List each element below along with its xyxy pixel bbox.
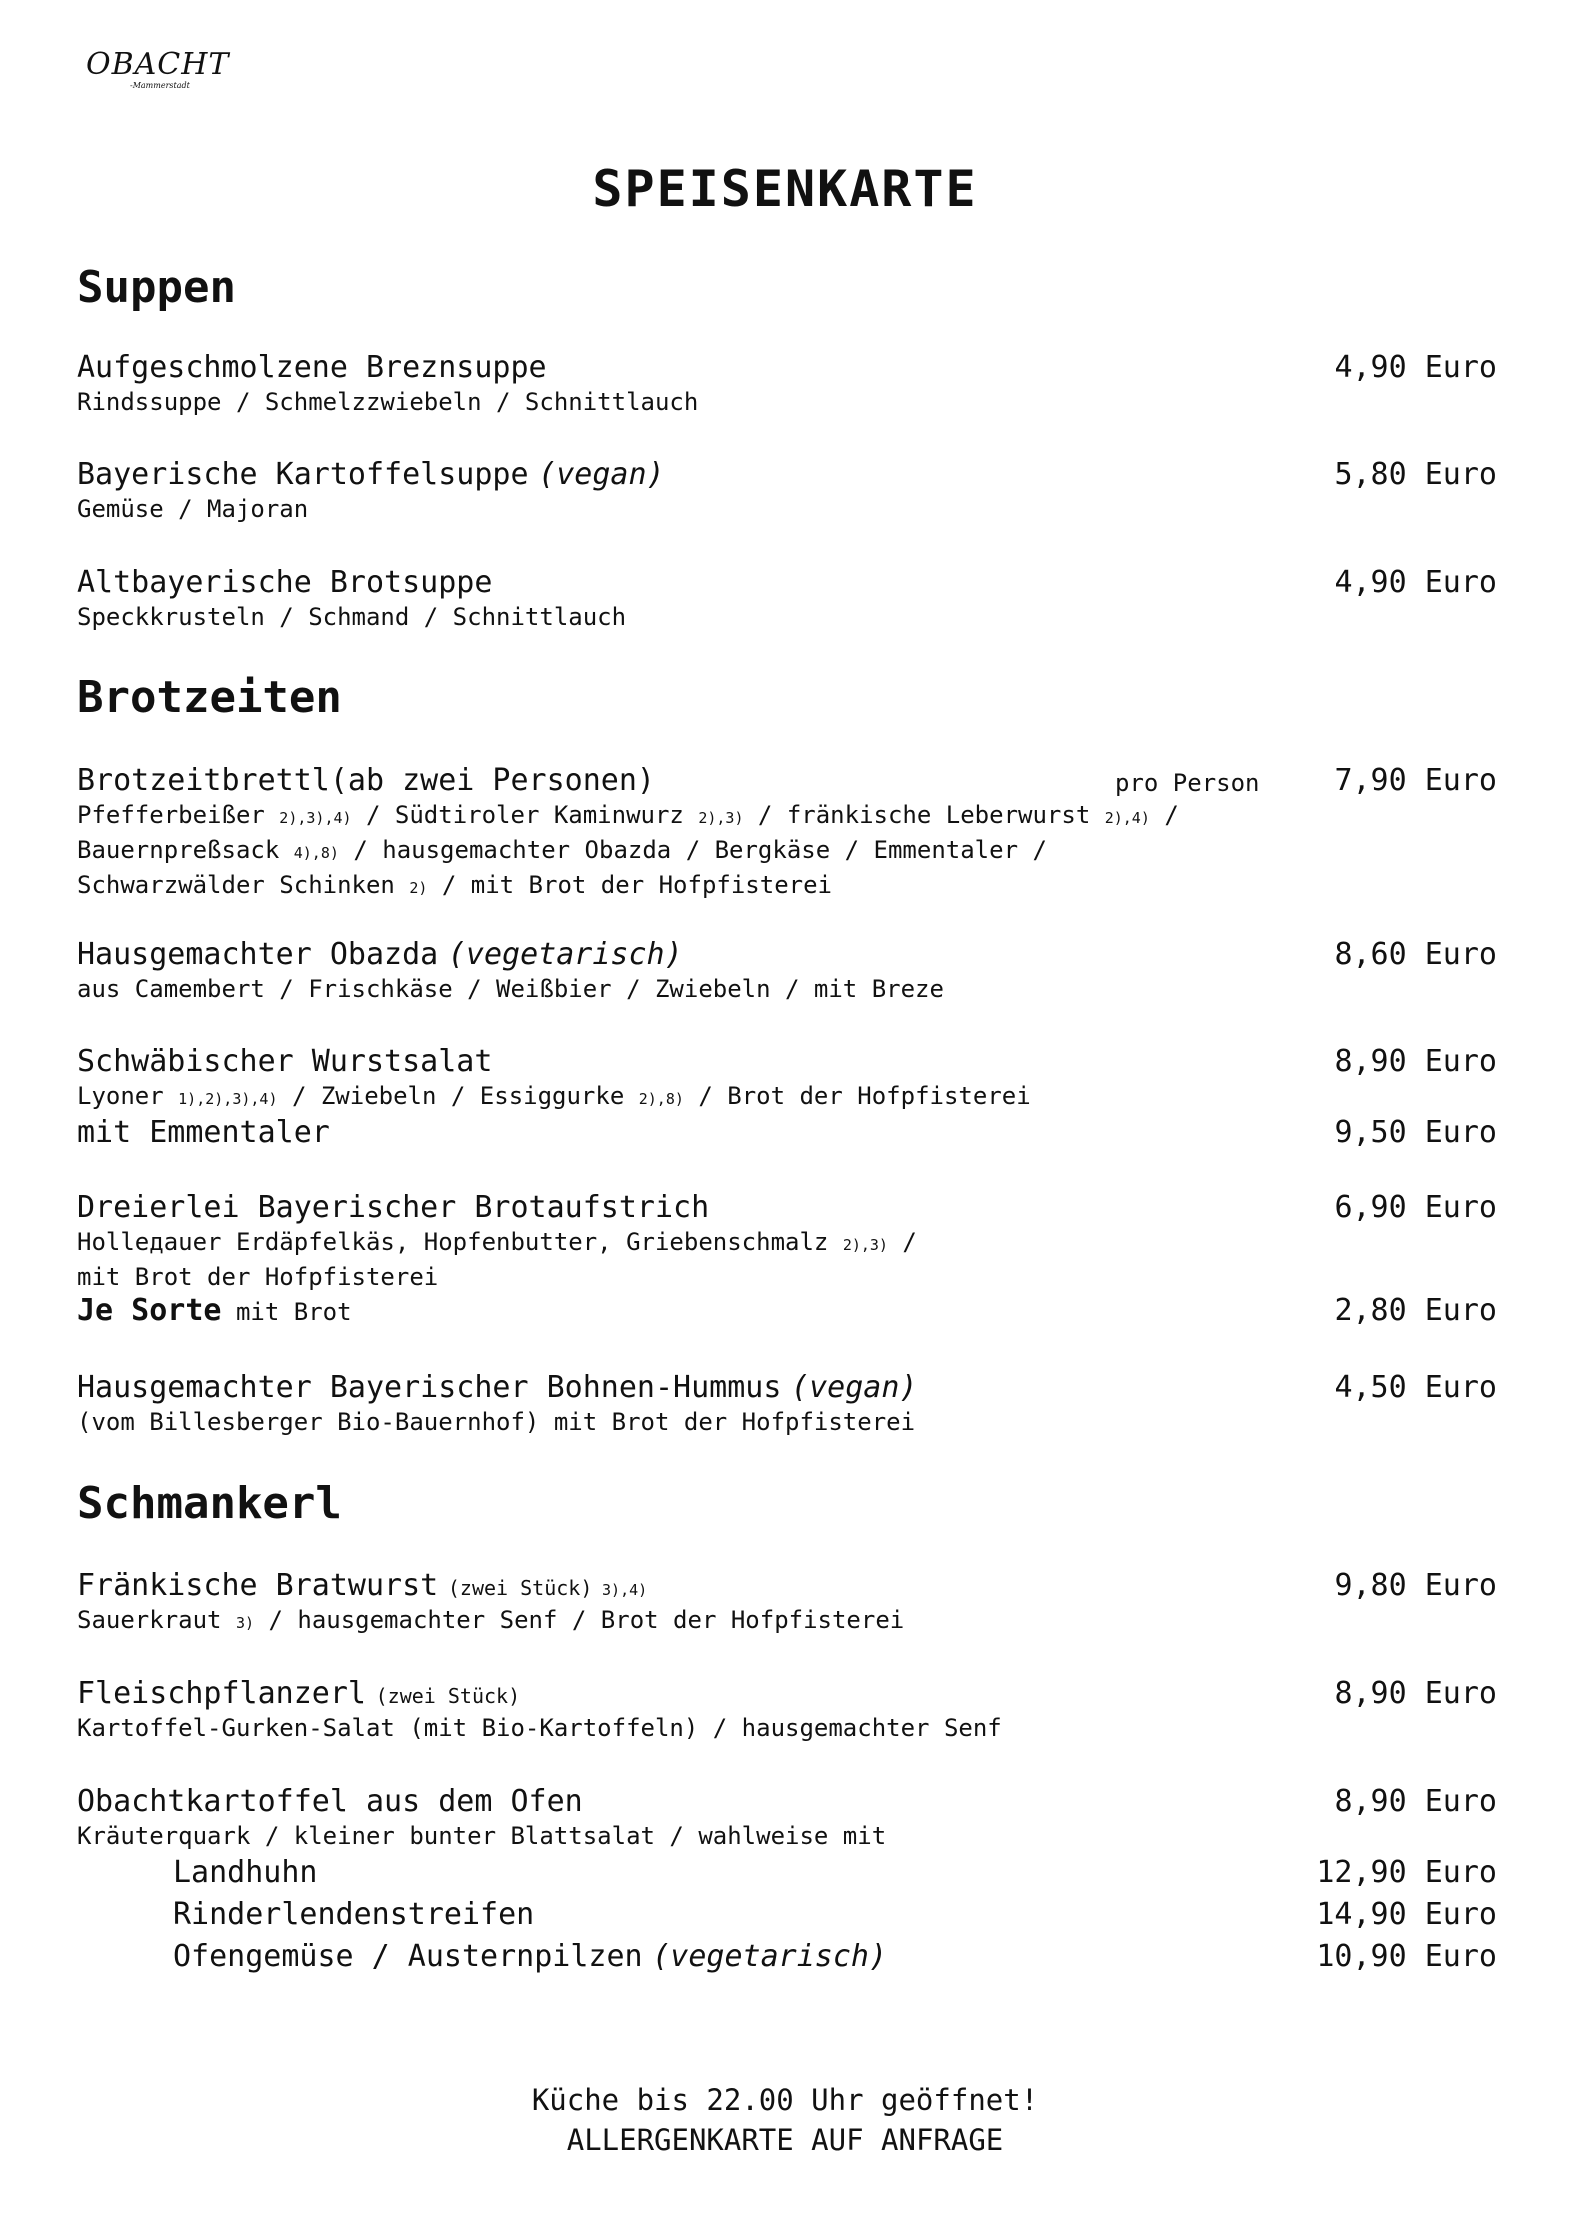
item-price: 7,90 Euro [1334,763,1497,798]
option-name: Landhuhn [173,1855,318,1890]
option-name: Rinderlendenstreifen [173,1897,535,1932]
section-title-schmankerl: Schmankerl [77,1478,342,1529]
menu-item [77,350,1497,418]
desc-text: Hollедauer Erdäpfelkäs, Hopfenbutter, Griebenschmalz [77,1228,843,1256]
item-name: Brotzeitbrettl [77,763,330,798]
item-price: 5,80 Euro [1334,457,1497,492]
desc-text: / mit Brot der Hofpfisterei [427,871,832,899]
item-price: 6,90 Euro [1334,1190,1497,1225]
menu-item [77,1370,1497,1438]
item-description: Rindssuppe / Schmelzzwiebeln / Schnittlauch [77,388,699,416]
allergen-codes: 2),3),4) [279,809,352,827]
item-variant-name: Je Sorte [77,1293,222,1328]
menu-item [77,937,1497,1005]
desc-text: / hausgemachter Senf / Brot der Hofpfisterei [254,1606,905,1634]
option-price: 12,90 Euro [1316,1855,1497,1890]
item-description: Speckkrusteln / Schmand / Schnittlauch [77,603,627,631]
item-variant-name-rest: mit Brot [221,1298,352,1326]
item-price: 8,60 Euro [1334,937,1497,972]
item-name: Hausgemachter Bayerischer Bohnen-Hummus [77,1370,782,1405]
item-name: Fränkische Bratwurst [77,1568,439,1603]
allergen-codes: 2),8) [638,1090,684,1108]
allergen-codes: 2),3) [842,1236,888,1254]
allergen-notice: ALLERGENKARTE AUF ANFRAGE [566,2123,1004,2157]
item-name: Aufgeschmolzene Breznsuppe [77,350,547,385]
item-option [77,1852,1497,1894]
per-person-label: pro Person [1115,769,1260,797]
item-option [77,1894,1497,1936]
item-price: 4,90 Euro [1334,565,1497,600]
item-name: Schwäbischer Wurstsalat [77,1044,493,1079]
item-variant-name: mit Emmentaler [77,1115,330,1150]
item-variant-price: 9,50 Euro [1334,1115,1497,1150]
item-note: (vegan) [538,457,665,492]
menu-item [77,763,1497,904]
desc-text: / [1149,801,1179,829]
allergen-codes: 1),2),3),4) [178,1090,278,1108]
item-description [77,1226,1497,1261]
item-description: Kartoffel-Gurken-Salat (mit Bio-Kartoffeln) / hausgemachter Senf [77,1714,1002,1742]
item-description-line: mit Brot der Hofpfisterei [77,1263,439,1291]
desc-text: / Zwiebeln / Essiggurke [277,1082,639,1110]
desc-text: / fränkische Leberwurst [743,801,1105,829]
allergen-codes: 3) [235,1614,255,1632]
item-description: (vom Billesberger Bio-Bauernhof) mit Brot der Hofpfisterei [77,1408,916,1436]
item-price: 4,90 Euro [1334,350,1497,385]
menu-item [77,1044,1497,1151]
desc-text: / Südtiroler Kaminwurz [351,801,699,829]
item-description-line [77,869,1497,904]
allergen-codes: 2),4) [1104,809,1150,827]
desc-text: Sauerkraut [77,1606,236,1634]
menu-item [77,1190,1497,1329]
item-description: aus Camembert / Frischkäse / Weißbier / Zwiebeln / mit Breze [77,975,944,1003]
item-description-line [77,834,1497,869]
item-price: 8,90 Euro [1334,1044,1497,1079]
item-price: 8,90 Euro [1334,1784,1497,1819]
section-title-brotzeiten: Brotzeiten [77,672,342,723]
item-description-line [77,799,1497,834]
item-option [77,1936,1497,1978]
kitchen-hours: Küche bis 22.00 Uhr geöffnet! [531,2083,1039,2117]
item-variant-price: 2,80 Euro [1334,1293,1497,1328]
item-name: Obachtkartoffel aus dem Ofen [77,1784,583,1819]
menu-item [77,1784,1497,1978]
page-title: SPEISENKARTE [592,160,978,218]
option-note: (vegetarisch) [652,1939,888,1974]
menu-item [77,1568,1497,1639]
menu-item [77,457,1497,525]
item-name: Altbayerische Brotsuppe [77,565,493,600]
menu-item [77,565,1497,633]
logo-wordmark: OBACHT [86,47,230,82]
desc-text: Lyoner [77,1082,179,1110]
desc-text: Pfefferbeißer [77,801,280,829]
item-description: Kräuterquark / kleiner bunter Blattsalat / wahlweise mit [77,1822,887,1850]
menu-item [77,1676,1497,1744]
desc-text: / hausgemachter Obazda / Bergkäse / Emmentaler / [338,836,1047,864]
item-note: (vegan) [791,1370,918,1405]
item-note: (vegetarisch) [447,937,683,972]
item-name: Bayerische Kartoffelsuppe [77,457,529,492]
desc-text: / Brot der Hofpfisterei [683,1082,1031,1110]
allergen-codes: 2),3) [698,809,744,827]
item-name-suffix: (ab zwei Personen) [329,763,655,798]
item-quantity-note: (zwei Stück) [375,1684,521,1708]
allergen-codes: 4),8) [293,844,339,862]
item-quantity-note: (zwei Stück) [447,1576,593,1600]
item-description: Gemüse / Majoran [77,495,309,523]
option-price: 14,90 Euro [1316,1897,1497,1932]
desc-text: Schwarzwälder Schinken [77,871,410,899]
allergen-codes: 3),4) [602,1581,648,1599]
item-price: 9,80 Euro [1334,1568,1497,1603]
allergen-codes: 2) [409,879,428,897]
item-price: 8,90 Euro [1334,1676,1497,1711]
footer-notice [0,2080,1570,2160]
item-name: Hausgemachter Obazda [77,937,439,972]
desc-text: / [887,1228,917,1256]
item-description [77,1080,1497,1115]
item-price: 4,50 Euro [1334,1370,1497,1405]
item-description [77,1604,1497,1639]
obacht-logo [86,47,256,92]
section-title-suppen: Suppen [77,262,236,313]
option-name: Ofengemüse / Austernpilzen [173,1939,643,1974]
desc-text: Bauernpreßsack [77,836,294,864]
logo-subline: -Mammerstadt [130,81,190,90]
option-price: 10,90 Euro [1316,1939,1497,1974]
item-name: Dreierlei Bayerischer Brotaufstrich [77,1190,710,1225]
item-name: Fleischpflanzerl [77,1676,366,1711]
